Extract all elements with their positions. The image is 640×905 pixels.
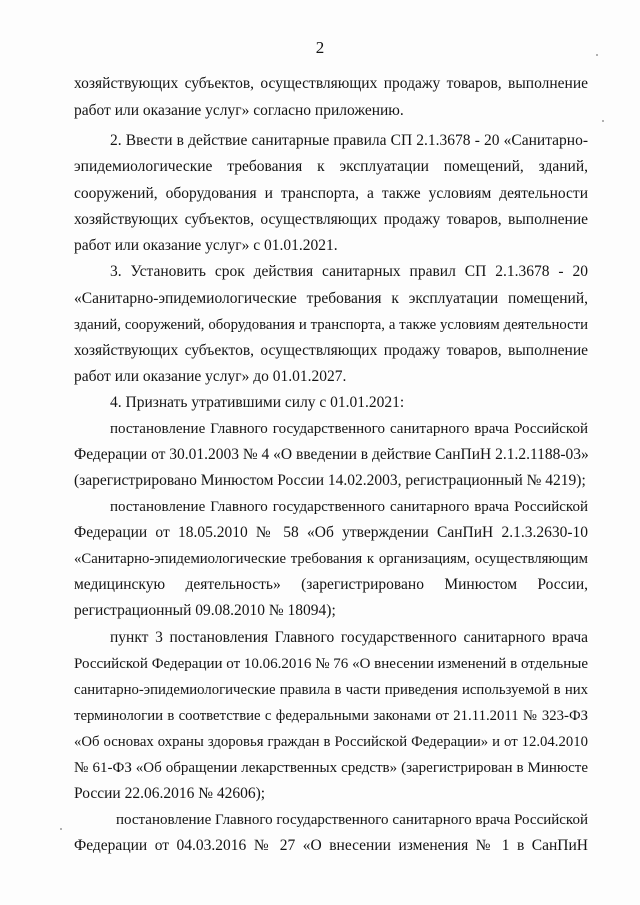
text-line: пункт 3 постановления Главного государственного санитарного врача xyxy=(110,629,588,646)
text-line: санитарно-эпидемиологические правила в части приведения используемой в них xyxy=(74,682,588,698)
text-line: постановление Главного государственного санитарного врача Российской xyxy=(116,812,588,828)
text-line: хозяйствующих субъектов, осуществляющих продажу товаров, выполнение xyxy=(74,75,588,92)
text-line: Федерации от 30.01.2003 № 4 «О введении в действие СанПиН 2.1.2.1188-03» xyxy=(74,446,589,463)
text-line: хозяйствующих субъектов, осуществляющих продажу товаров, выполнение xyxy=(74,211,588,228)
text-line: Российской Федерации от 10.06.2016 № 76 «О внесении изменений в отдельные xyxy=(74,656,588,672)
text-line: медицинскую деятельность» (зарегистрировано Минюстом России, xyxy=(74,576,588,593)
text-line: работ или оказание услуг» до 01.01.2027. xyxy=(74,368,347,385)
text-line: «Санитарно-эпидемиологические требования к эксплуатации помещений, xyxy=(74,290,588,307)
text-line: (зарегистрировано Минюстом России 14.02.2003, регистрационный № 4219); xyxy=(74,472,586,489)
text-line: 2. Ввести в действие санитарные правила СП 2.1.3678 - 20 «Санитарно- xyxy=(110,132,588,149)
scan-speck xyxy=(602,120,604,122)
text-line: «Об основах охраны здоровья граждан в Российской Федерации» и от 12.04.2010 xyxy=(74,734,588,750)
text-line: регистрационный 09.08.2010 № 18094); xyxy=(74,602,336,619)
text-line: работ или оказание услуг» с 01.01.2021. xyxy=(74,237,338,254)
page-number: 2 xyxy=(315,38,325,57)
text-line: 4. Признать утратившими силу с 01.01.2021: xyxy=(110,394,405,411)
text-line: Федерации от 04.03.2016 № 27 «О внесении изменения № 1 в СанПиН xyxy=(74,837,588,854)
text-line: Федерации от 18.05.2010 № 58 «Об утверждении СанПиН 2.1.3.2630-10 xyxy=(74,524,588,541)
text-line: постановление Главного государственного санитарного врача Российской xyxy=(110,421,588,437)
text-line: терминологии в соответствие с федеральными законами от 21.11.2011 № 323-ФЗ xyxy=(74,708,588,724)
text-line: постановление Главного государственного санитарного врача Российской xyxy=(110,499,588,515)
text-line: «Санитарно-эпидемиологические требования к организациям, осуществляющим xyxy=(74,551,588,567)
text-line: работ или оказание услуг» согласно приложению. xyxy=(74,102,404,119)
scan-speck xyxy=(60,828,62,830)
text-line: 3. Установить срок действия санитарных правил СП 2.1.3678 - 20 xyxy=(110,263,588,280)
text-line: сооружений, оборудования и транспорта, а также условиям деятельности xyxy=(74,185,588,202)
text-line: России 22.06.2016 № 42606); xyxy=(74,785,266,802)
scan-speck xyxy=(596,54,598,56)
text-line: зданий, сооружений, оборудования и транспорта, а также условиям деятельности xyxy=(74,317,588,333)
text-line: эпидемиологические требования к эксплуатации помещений, зданий, xyxy=(74,158,588,175)
text-line: хозяйствующих субъектов, осуществляющих продажу товаров, выполнение xyxy=(74,342,588,359)
text-line: № 61-ФЗ «Об обращении лекарственных средств» (зарегистрирован в Минюсте xyxy=(74,760,588,776)
